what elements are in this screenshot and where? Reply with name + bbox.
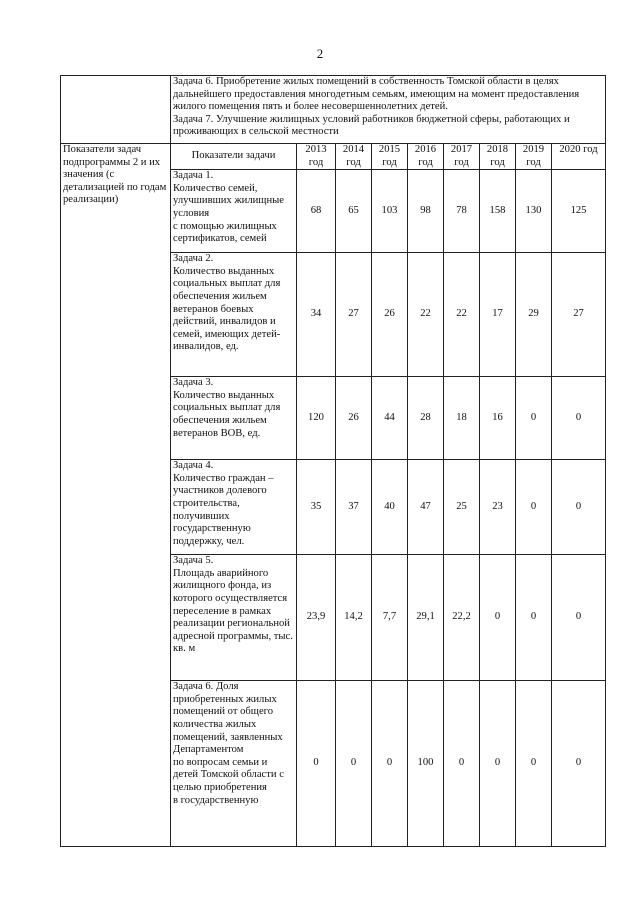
value-cell: 0 [297,681,336,847]
value-cell: 26 [372,253,408,377]
value-cell: 0 [552,681,606,847]
header-row [61,144,606,170]
year-header: 2014 год [336,144,372,170]
value-cell: 103 [372,170,408,253]
left-label: Показатели задач подпрограммы 2 и их значения (с детализацией по годам реализации) [61,144,171,847]
year-header: 2015 год [372,144,408,170]
value-cell: 130 [516,170,552,253]
indicator-header: Показатели задачи [171,144,297,170]
value-cell: 22,2 [444,555,480,681]
value-cell: 29 [516,253,552,377]
value-cell: 100 [408,681,444,847]
value-cell: 0 [552,460,606,555]
value-cell: 22 [444,253,480,377]
value-cell: 0 [516,681,552,847]
value-cell: 14,2 [336,555,372,681]
value-cell: 0 [336,681,372,847]
value-cell: 0 [516,555,552,681]
value-cell: 0 [552,555,606,681]
page-number: 2 [316,46,324,61]
value-cell: 40 [372,460,408,555]
value-cell: 0 [444,681,480,847]
goals-text: Задача 6. Приобретение жилых помещений в собственность Томской области в целях дальнейшего предоставления многодетным семьям, имеющим на момент предоставления жилого помещения пять и более несовершеннолетних детей. Задача 7. Улучшение жилищных условий работников бюджетной сферы, работающих и проживающих в сельской местности [171,76,606,144]
year-header: 2016 год [408,144,444,170]
value-cell: 27 [336,253,372,377]
value-cell: 26 [336,377,372,460]
value-cell: 18 [444,377,480,460]
value-cell: 44 [372,377,408,460]
value-cell: 68 [297,170,336,253]
value-cell: 0 [480,555,516,681]
value-cell: 29,1 [408,555,444,681]
value-cell: 34 [297,253,336,377]
goals-row [61,76,606,144]
value-cell: 23 [480,460,516,555]
value-cell: 17 [480,253,516,377]
value-cell: 120 [297,377,336,460]
year-header: 2018 год [480,144,516,170]
value-cell: 0 [372,681,408,847]
task-label: Задача 4. Количество граждан – участников долевого строительства, получивших государственную поддержку, чел. [171,460,297,555]
value-cell: 7,7 [372,555,408,681]
year-header: 2017 год [444,144,480,170]
year-header: 2019 год [516,144,552,170]
value-cell: 22 [408,253,444,377]
task-label: Задача 6. Доля приобретенных жилых помещений от общего количества жилых помещений, заявленных Департаментом по вопросам семьи и детей Томской области с целью приобретения в государственную [171,681,297,847]
value-cell: 23,9 [297,555,336,681]
value-cell: 28 [408,377,444,460]
value-cell: 0 [516,460,552,555]
value-cell: 47 [408,460,444,555]
value-cell: 35 [297,460,336,555]
task-label: Задача 5. Площадь аварийного жилищного фонда, из которого осуществляется переселение в рамках реализации региональной адресной программы, тыс. кв. м [171,555,297,681]
value-cell: 16 [480,377,516,460]
value-cell: 37 [336,460,372,555]
value-cell: 158 [480,170,516,253]
year-header: 2013 год [297,144,336,170]
indicators-table [60,75,606,847]
value-cell: 27 [552,253,606,377]
task-label: Задача 2. Количество выданных социальных выплат для обеспечения жильем ветеранов боевых действий, инвалидов и семей, имеющих детей-инвалидов, ед. [171,253,297,377]
value-cell: 0 [552,377,606,460]
value-cell: 98 [408,170,444,253]
value-cell: 65 [336,170,372,253]
empty-cell [61,76,171,144]
year-header: 2020 год [552,144,606,170]
value-cell: 125 [552,170,606,253]
value-cell: 78 [444,170,480,253]
task-label: Задача 1. Количество семей, улучшивших жилищные условия с помощью жилищных сертификатов, семей [171,170,297,253]
value-cell: 0 [516,377,552,460]
value-cell: 0 [480,681,516,847]
task-label: Задача 3. Количество выданных социальных выплат для обеспечения жильем ветеранов ВОВ, ед. [171,377,297,460]
value-cell: 25 [444,460,480,555]
